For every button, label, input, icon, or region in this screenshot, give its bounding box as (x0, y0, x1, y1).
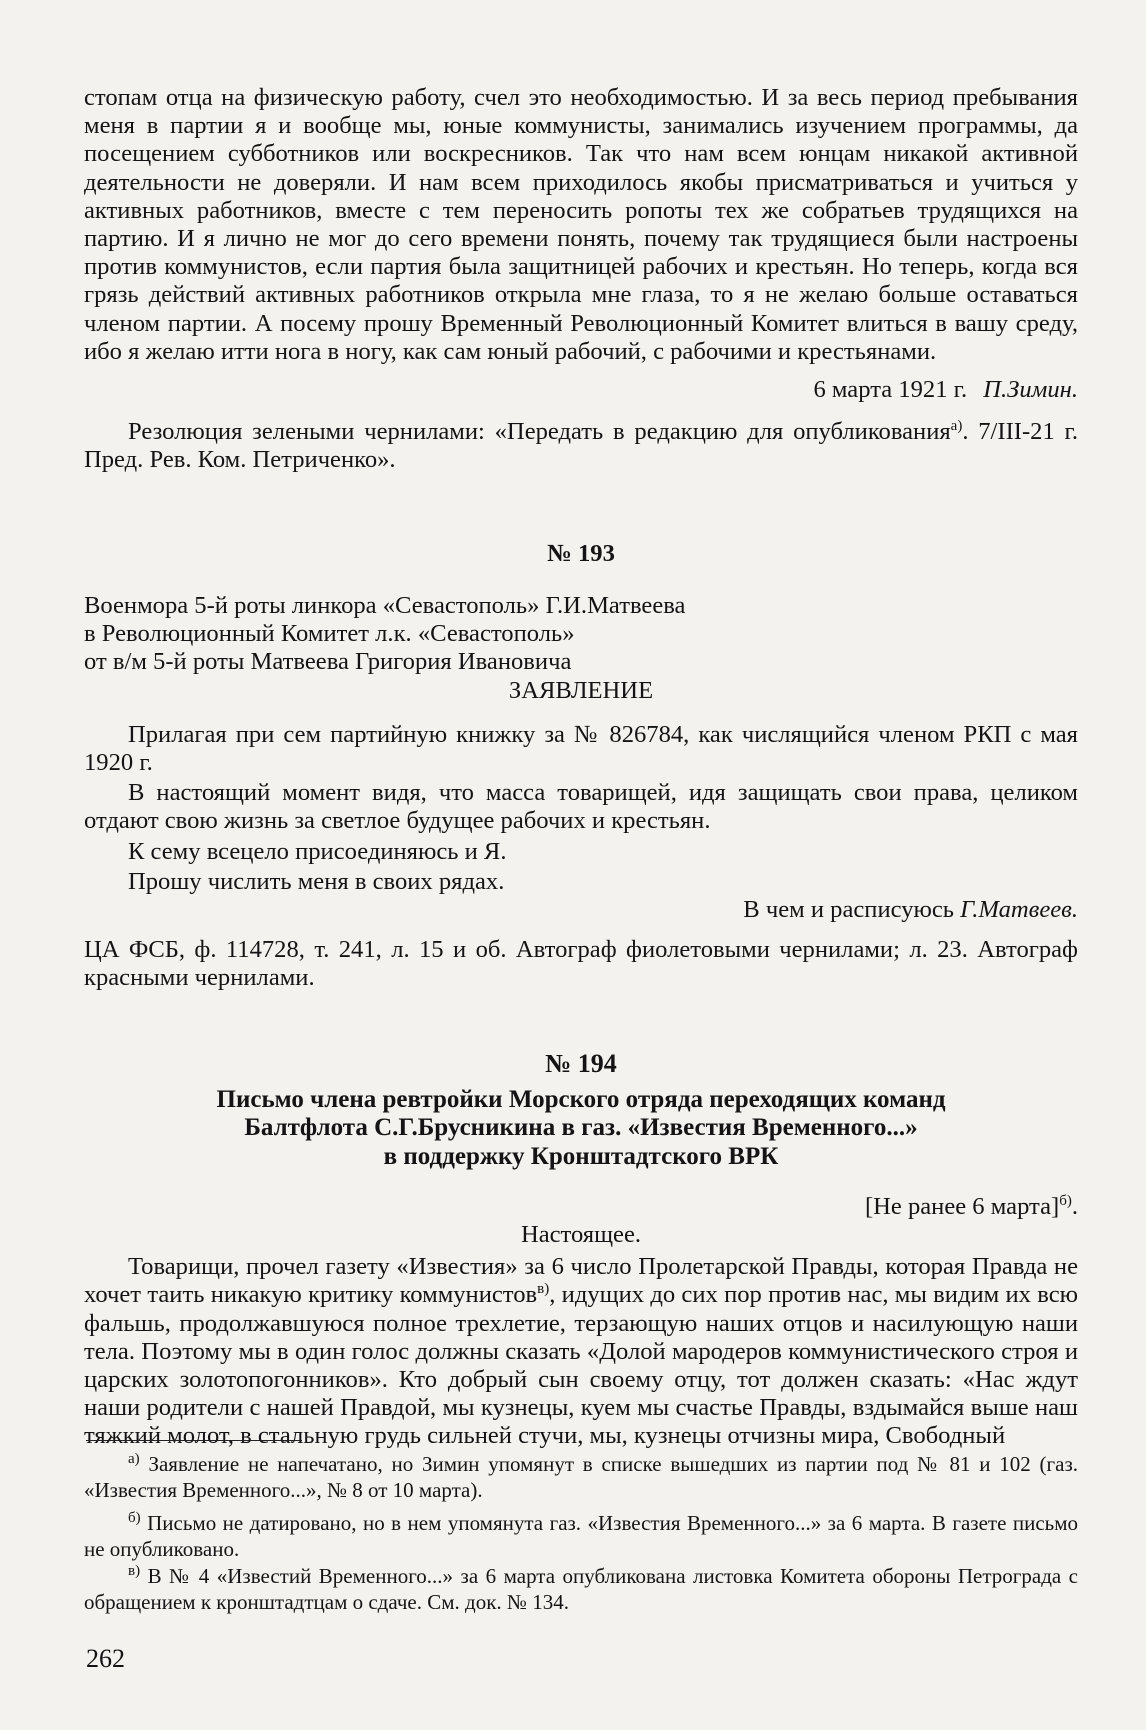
doc193-paragraph: Прилагая при сем партийную книжку за № 826784, как числящийся членом РКП с мая 1920 г. (84, 720, 1078, 777)
footnote (84, 1564, 1078, 1615)
doc194-body (84, 1253, 1078, 1450)
footnote-text: В № 4 «Известий Временного...» за 6 марта опубликована листовка Комитета обороны Петрограда с обращением к кронштадтцам о сдаче. См. док. № 134. (84, 1564, 1079, 1614)
resolution-text: Резолюция зелеными чернилами: «Передать в редакцию для опубликования (128, 418, 951, 446)
footnote-text: Письмо не датировано, но в нем упомянута газ. «Известия Временного...» за 6 марта. В газете письмо не опубликовано. (84, 1511, 1079, 1561)
doc194-date-end: . (1071, 1192, 1078, 1220)
zimin-paragraph: стопам отца на физическую работу, счел это необходимостью. И за весь период пребывания меня в партии я и вообще мы, юные коммунисты, занимались изучением программы, да посещением субботников или воскресников. Так что нам всем юнцам никакой активной деятельности не доверяли. И нам всем приходилось якобы присматриваться и учиться у активных работников, вместе с тем переносить ропоты тех же собратьев трудящихся на партию. И я лично не мог до сего времени понять, почему так трудящиеся были настроены против коммунистов, если партия была защитницей рабочих и крестьян. Но теперь, когда вся грязь действий активных работников открыла мне глаза, то я не желаю больше оставаться членом партии. А посему прошу Временный Революционный Комитет влиться в вашу среду, ибо я желаю итти нога в ногу, как сам юный рабочий, с рабочими и крестьянами. (84, 84, 1078, 365)
doc193-number: № 193 (547, 540, 615, 567)
doc194-title-line: Балтфлота С.Г.Брусникина в газ. «Известия Временного...» (244, 1114, 918, 1142)
footnote-mark: б) (128, 1510, 141, 1526)
zimin-signature: П.Зимин. (983, 376, 1078, 404)
doc194-title-line: Письмо члена ревтройки Морского отряда переходящих команд (216, 1086, 946, 1114)
doc193-header-line: в Революционный Комитет л.к. «Севастополь» (84, 620, 575, 648)
zimin-resolution (84, 418, 1078, 474)
footnotes (84, 1452, 1078, 1615)
doc194-body-part2: , идущих до сих пор против нас, мы видим их всю фальшь, продолжавшуюся полное трехлетие, терзающую наших отцов и насилующую наши тела. Поэтому мы в один голос должны сказать «Долой мародеров коммунистического строя и царских золотопогонников». Кто добрый сын своему отцу, тот должен сказать: «Нас ждут наши родители с нашей Правдой, мы кузнецы, куем мы счастье Правды, вздымайся выше наш тяжкий молот, в стальную грудь сильней стучи, мы, кузнецы отчизны мира, Свободный (84, 1281, 1078, 1450)
resolution-end: . 7/III-21 г. Пред. Рев. Ком. Петриченко». (84, 418, 1078, 474)
footnote-divider (86, 1440, 302, 1441)
doc193-paragraph: В настоящий момент видя, что масса товарищей, идя защищать свои права, целиком отдают свою жизнь за светлое будущее рабочих и крестьян. (84, 779, 1078, 835)
doc194-number: № 194 (545, 1049, 617, 1078)
document-193 (84, 540, 1078, 568)
doc194-heading: Настоящее. (520, 1221, 642, 1249)
doc194-date (84, 1193, 1078, 1221)
document-194 (84, 1050, 1078, 1451)
footnote-mark: в) (128, 1563, 141, 1579)
zimin-statement (84, 84, 1078, 475)
footnote-ref-a: а) (950, 418, 963, 435)
doc193-header-line: Военмора 5-й роты линкора «Севастополь» Г.И.Матвеева (84, 592, 686, 619)
doc193-source: ЦА ФСБ, ф. 114728, т. 241, л. 15 и об. Автограф фиолетовыми чернилами; л. 23. Автограф красными чернилами. (84, 936, 1078, 992)
doc193-paragraph: Прошу числить меня в своих рядах. (128, 867, 505, 895)
doc193-paragraph: К сему всецело присоединяюсь и Я. (128, 837, 507, 865)
doc193-signature: Г.Матвеев. (960, 896, 1078, 924)
footnote-ref-b: б) (1059, 1192, 1072, 1209)
doc193-title: ЗАЯВЛЕНИЕ (508, 676, 654, 704)
doc194-body-part1: Товарищи, прочел газету «Известия» за 6 число Пролетарской Правды, которая Правда не хочет таить никакую критику коммунистов (84, 1253, 1078, 1309)
doc194-title-line: в поддержку Кронштадтского ВРК (383, 1142, 779, 1170)
doc193-closing (84, 896, 1078, 924)
doc193-body (84, 592, 1078, 993)
doc193-closing-text: В чем и расписуюсь (743, 896, 955, 924)
doc193-header-line: от в/м 5-й роты Матвеева Григория Ивановича (84, 648, 572, 676)
zimin-date-signature (84, 376, 1078, 404)
footnote (84, 1511, 1078, 1562)
footnote-text: Заявление не напечатано, но Зимин упомянут в списке вышедших из партии под № 81 и 102 (газ. «Известия Временного...», № 8 от 10 марта). (84, 1452, 1079, 1502)
zimin-date: 6 марта 1921 г. (813, 376, 968, 404)
footnote-ref-c: в) (537, 1281, 550, 1298)
page-number: 262 (86, 1644, 125, 1673)
footnote (84, 1452, 1078, 1503)
footnote-mark: а) (128, 1451, 140, 1467)
doc194-date-text: [Не ранее 6 марта] (864, 1192, 1060, 1220)
